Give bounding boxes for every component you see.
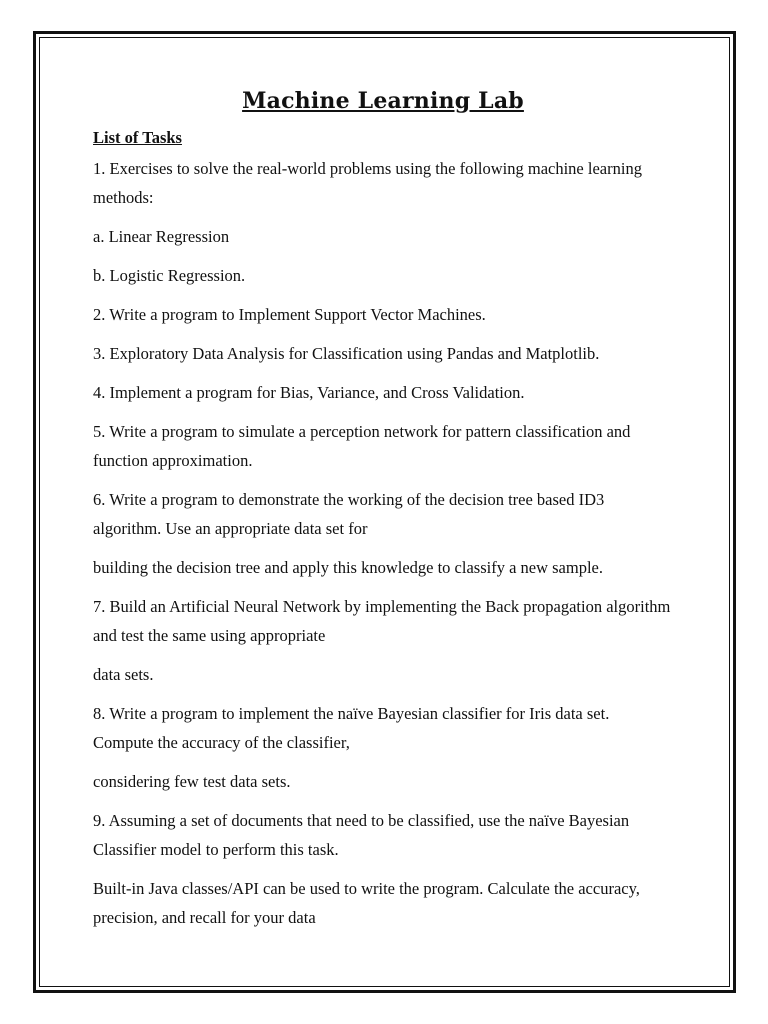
task-9: 9. Assuming a set of documents that need to be classified, use the naïve Bayesian Classifier model to perform this task. [93,811,630,859]
task-3: 3. Exploratory Data Analysis for Classification using Pandas and Matplotlib. [93,344,600,363]
task-1b: b. Logistic Regression. [93,266,246,285]
document-content [93,88,673,942]
task-8-continued: considering few test data sets. [93,772,291,791]
task-4: 4. Implement a program for Bias, Variance, and Cross Validation. [93,383,525,402]
section-heading: List of Tasks [93,128,182,147]
task-6-continued: building the decision tree and apply this knowledge to classify a new sample. [93,558,604,577]
task-5: 5. Write a program to simulate a perception network for pattern classification and function approximation. [93,422,631,470]
document-title: Machine Learning Lab [242,88,524,114]
task-7: 7. Build an Artificial Neural Network by implementing the Back propagation algorithm and test the same using appropriate [93,597,671,645]
task-1-intro: 1. Exercises to solve the real-world problems using the following machine learning methods: [93,159,642,207]
task-8: 8. Write a program to implement the naïve Bayesian classifier for Iris data set. Compute the accuracy of the classifier, [93,704,610,752]
task-6: 6. Write a program to demonstrate the working of the decision tree based ID3 algorithm. Use an appropriate data set for [93,490,605,538]
task-7-continued: data sets. [93,665,154,684]
task-2: 2. Write a program to Implement Support Vector Machines. [93,305,486,324]
task-1a: a. Linear Regression [93,227,230,246]
task-9-continued: Built-in Java classes/API can be used to write the program. Calculate the accuracy, precision, and recall for your data [93,879,640,927]
